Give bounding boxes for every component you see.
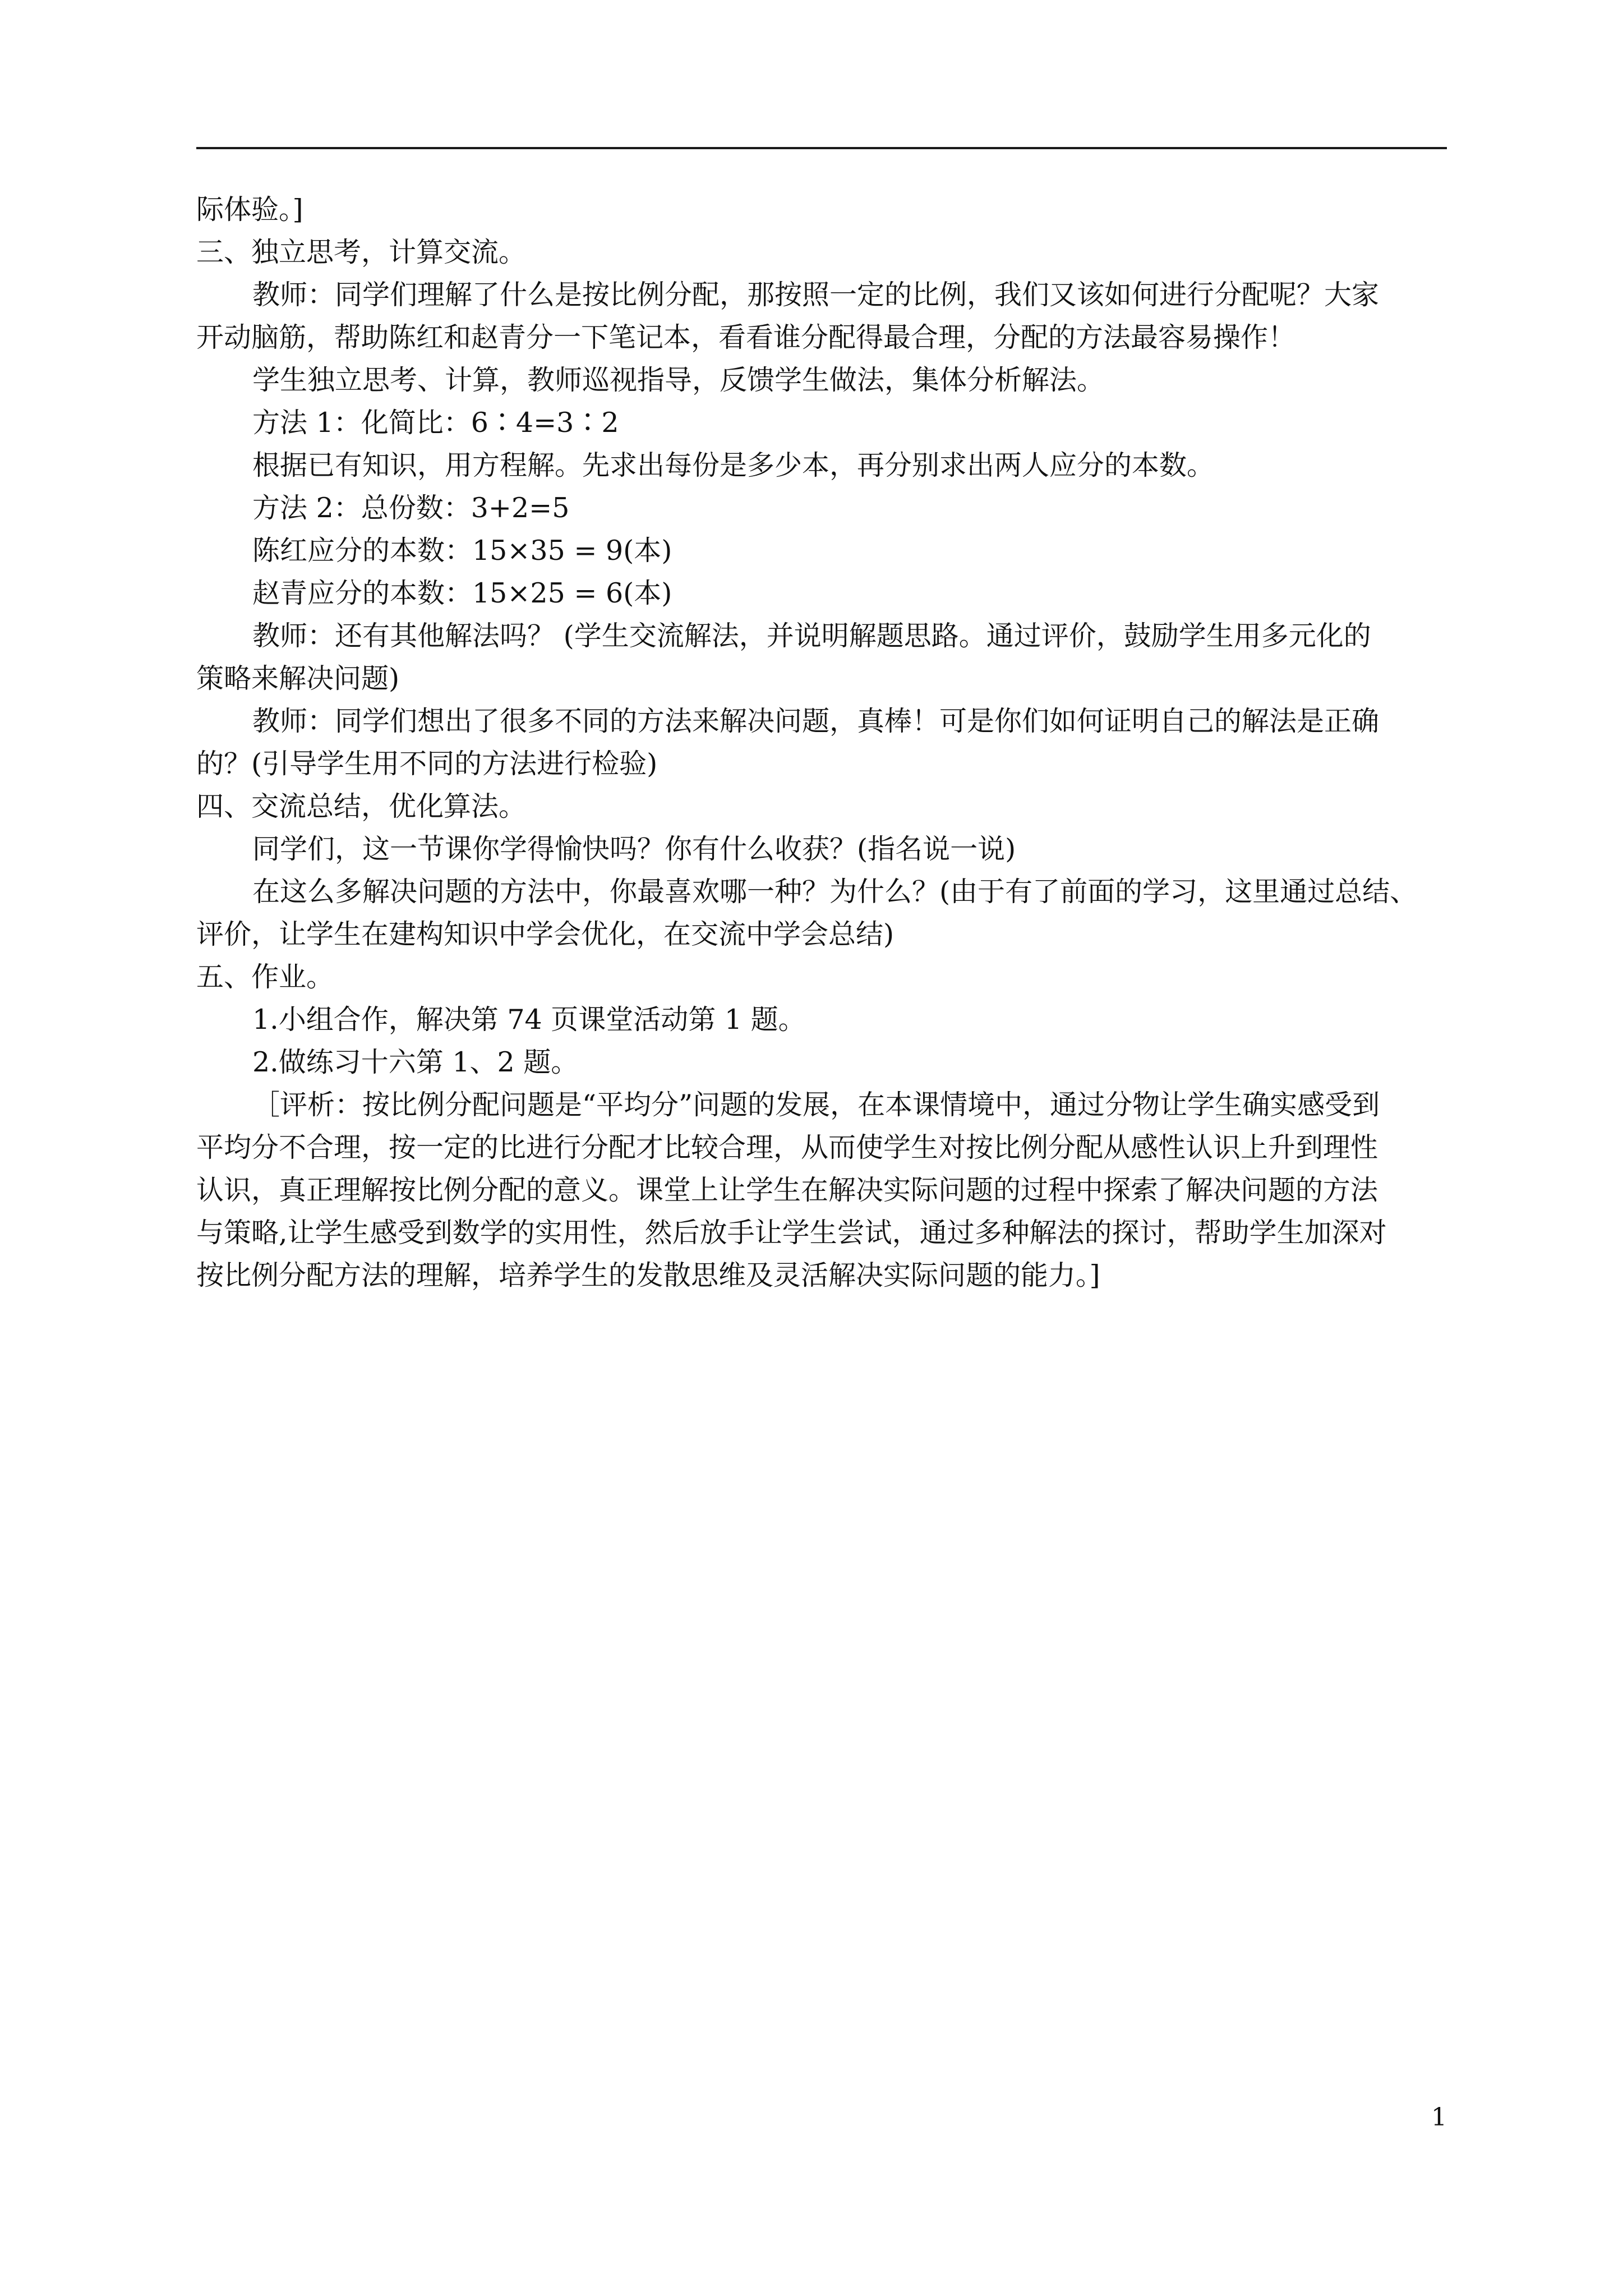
text-line-3: 教师：同学们理解了什么是按比例分配，那按照一定的比例，我们又该如何进行分配呢？大家 (252, 279, 1380, 311)
text-line-5: 学生独立思考、计算，教师巡视指导，反馈学生做法，集体分析解法。 (252, 364, 1105, 396)
text-line-1: 际体验。] (196, 194, 303, 226)
document-body (196, 188, 1447, 1297)
homework-item-2: 2.做练习十六第 1、2 题。 (252, 1046, 579, 1078)
chenhong-calc-line: 陈红应分的本数：15×35 = 9(本) (252, 535, 672, 567)
text-line-16: 同学们，这一节课你学得愉快吗？你有什么收获？(指名说一说) (252, 833, 1016, 865)
text-line-4: 开动脑筋，帮助陈红和赵青分一下笔记本，看看谁分配得最合理，分配的方法最容易操作！ (196, 321, 1296, 353)
text-line-14: 的？(引导学生用不同的方法进行检验) (196, 748, 658, 780)
section-heading-5: 五、作业。 (196, 961, 334, 993)
zhaoqing-calc-line: 赵青应分的本数：15×25 = 6(本) (252, 577, 672, 609)
commentary-line-2: 平均分不合理，按一定的比进行分配才比较合理，从而使学生对按比例分配从感性认识上升到理性 (196, 1131, 1378, 1163)
text-line-7: 根据已有知识，用方程解。先求出每份是多少本，再分别求出两人应分的本数。 (252, 449, 1215, 481)
method-1-line: 方法 1：化简比：6∶4=3∶2 (252, 407, 619, 439)
commentary-line-1: ［评析：按比例分配问题是“平均分”问题的发展，在本课情境中，通过分物让学生确实感受到 (252, 1089, 1380, 1121)
section-heading-4: 四、交流总结，优化算法。 (196, 790, 527, 822)
page-number: 1 (1431, 2103, 1447, 2132)
method-2-line: 方法 2：总份数：3+2=5 (252, 492, 570, 524)
section-heading-3: 三、独立思考，计算交流。 (196, 236, 527, 268)
text-line-11: 教师：还有其他解法吗？ (学生交流解法，并说明解题思路。通过评价，鼓励学生用多元化的 (252, 620, 1371, 652)
commentary-line-4: 与策略,让学生感受到数学的实用性，然后放手让学生尝试，通过多种解法的探讨，帮助学生加深对 (196, 1217, 1387, 1249)
homework-item-1: 1.小组合作，解决第 74 页课堂活动第 1 题。 (252, 1004, 806, 1036)
commentary-line-5: 按比例分配方法的理解，培养学生的发散思维及灵活解决实际问题的能力。] (196, 1259, 1100, 1291)
text-line-17: 在这么多解决问题的方法中，你最喜欢哪一种？为什么？(由于有了前面的学习，这里通过总结、 (252, 876, 1418, 908)
text-line-12: 策略来解决问题) (196, 662, 400, 694)
header-rule (196, 147, 1447, 149)
text-line-13: 教师：同学们想出了很多不同的方法来解决问题，真棒！可是你们如何证明自己的解法是正确 (252, 705, 1380, 737)
text-line-18: 评价，让学生在建构知识中学会优化，在交流中学会总结) (196, 918, 895, 950)
commentary-line-3: 认识，真正理解按比例分配的意义。课堂上让学生在解决实际问题的过程中探索了解决问题的方法 (196, 1174, 1378, 1206)
